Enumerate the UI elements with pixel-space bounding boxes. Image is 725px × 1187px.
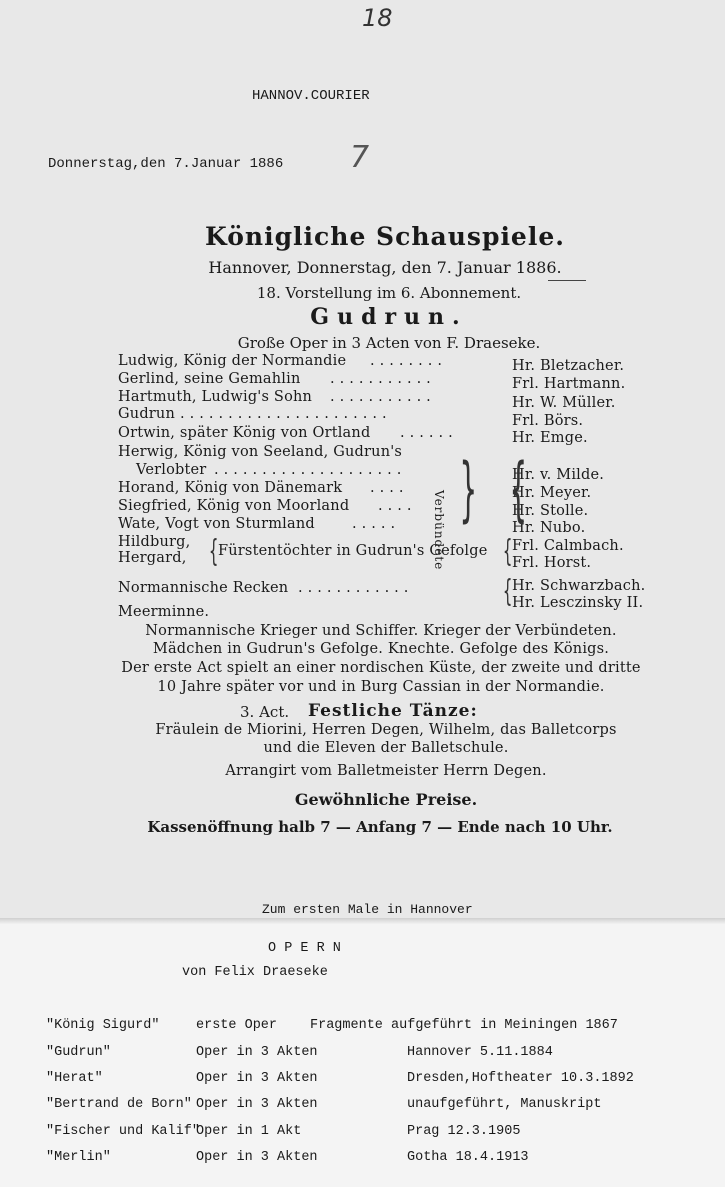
role-name: Hergard, — [118, 550, 187, 566]
princesses-desc: Fürstentöchter in Gudrun's Gefolge — [218, 543, 488, 559]
actor-name: Hr. Lesczinsky II. — [512, 595, 644, 611]
role-name: Ludwig, König der Normandie — [118, 353, 347, 369]
role-name: Normannische Recken — [118, 580, 289, 596]
opera-info: Gotha 18.4.1913 — [407, 1150, 529, 1165]
opera-title: "Gudrun" — [46, 1045, 111, 1060]
first-time-note: Zum ersten Male in Hannover — [262, 902, 473, 917]
role-name: Herwig, König von Seeland, Gudrun's — [118, 444, 403, 460]
role-name: Hildburg, — [118, 534, 191, 550]
actor-name: Hr. v. Milde. — [512, 467, 605, 483]
dancers-line: Fräulein de Miorini, Herren Degen, Wilhelm, das Balletcorps — [155, 722, 617, 738]
brace-right: { — [509, 448, 528, 530]
actor-name: Hr. Meyer. — [512, 485, 592, 501]
dances-heading: Festliche Tänze: — [308, 701, 478, 721]
opera-type: Oper in 3 Akten — [196, 1150, 318, 1165]
opera-title: "Fischer und Kalif" — [46, 1124, 200, 1139]
arranged-line: Arrangirt vom Balletmeister Herrn Degen. — [225, 763, 547, 779]
page-number: 18 — [362, 4, 393, 32]
opera-info: Fragmente aufgeführt in Meiningen 1867 — [310, 1018, 618, 1033]
role-name: Wate, Vogt von Sturmland — [118, 516, 315, 532]
allies-label: Verbündete — [432, 490, 446, 571]
opera-type: erste Oper — [196, 1018, 278, 1033]
opera-type: Oper in 3 Akten — [196, 1045, 318, 1060]
role-name: Ortwin, später König von Ortland — [118, 425, 371, 441]
opera-title: Gudrun. — [310, 304, 468, 330]
actor-name: Hr. Schwarzbach. — [512, 578, 646, 594]
actor-name: Hr. Bletzacher. — [512, 358, 625, 374]
role-name: Horand, König von Dänemark — [118, 480, 343, 496]
role-name: Gerlind, seine Gemahlin — [118, 371, 301, 387]
actor-name: Frl. Hartmann. — [512, 376, 626, 392]
dancers-line: und die Eleven der Balletschule. — [263, 740, 509, 756]
actor-name: Hr. Nubo. — [512, 520, 586, 536]
opera-info: unaufgeführt, Manuskript — [407, 1097, 602, 1112]
chorus-line: Der erste Act spielt an einer nordischen Küste, der zweite und dritte — [121, 660, 641, 676]
newspaper-name: HANNOV.COURIER — [252, 88, 370, 104]
opera-title: "Merlin" — [46, 1150, 111, 1165]
actor-name: Frl. Börs. — [512, 413, 584, 429]
brace-left: } — [459, 448, 478, 530]
actor-name: Hr. Emge. — [512, 430, 588, 446]
opera-type: Oper in 3 Akten — [196, 1097, 318, 1112]
role-name: Siegfried, König von Moorland — [118, 498, 350, 514]
actor-name: Frl. Calmbach. — [512, 538, 624, 554]
place-date: Hannover, Donnerstag, den 7. Januar 1886. — [208, 258, 562, 277]
theatre-name: Königliche Schauspiele. — [205, 222, 565, 251]
opera-info: Dresden,Hoftheater 10.3.1892 — [407, 1071, 634, 1086]
opera-title: "Herat" — [46, 1071, 103, 1086]
actor-name: Frl. Horst. — [512, 555, 592, 571]
opera-subtitle: Große Oper in 3 Acten von F. Draeseke. — [237, 334, 541, 352]
chorus-line: Normannische Krieger und Schiffer. Krieger der Verbündeten. — [145, 623, 617, 639]
chorus-line: Mädchen in Gudrun's Gefolge. Knechte. Gefolge des Königs. — [152, 641, 610, 657]
operas-heading: O P E R N — [268, 941, 341, 956]
role-name: Hartmuth, Ludwig's Sohn — [118, 389, 313, 405]
actor-name: Hr. W. Müller. — [512, 395, 616, 411]
composer-line: von Felix Draeseke — [182, 965, 328, 980]
chorus-line: 10 Jahre später vor und in Burg Cassian in der Normandie. — [157, 679, 605, 695]
times-line: Kassenöffnung halb 7 — Anfang 7 — Ende nach 10 Uhr. — [147, 818, 613, 836]
opera-title: "König Sigurd" — [46, 1018, 160, 1033]
margin-mark: 7 — [350, 140, 370, 175]
role-name: Meerminne. — [118, 604, 210, 620]
opera-title: "Bertrand de Born" — [46, 1097, 192, 1112]
performance-line: 18. Vorstellung im 6. Abonnement. — [256, 284, 522, 302]
opera-type: Oper in 1 Akt — [196, 1124, 302, 1139]
role-name: Gudrun — [118, 406, 176, 422]
year-underline — [548, 280, 586, 281]
paper-fold — [0, 918, 725, 924]
prices-line: Gewöhnliche Preise. — [294, 790, 478, 809]
date-line: Donnerstag,den 7.Januar 1886 — [48, 156, 284, 172]
actor-name: Hr. Stolle. — [512, 503, 589, 519]
opera-info: Prag 12.3.1905 — [407, 1124, 521, 1139]
opera-type: Oper in 3 Akten — [196, 1071, 318, 1086]
role-name: Verlobter — [136, 462, 207, 478]
opera-info: Hannover 5.11.1884 — [407, 1045, 553, 1060]
act3-label: 3. Act. — [240, 703, 290, 721]
